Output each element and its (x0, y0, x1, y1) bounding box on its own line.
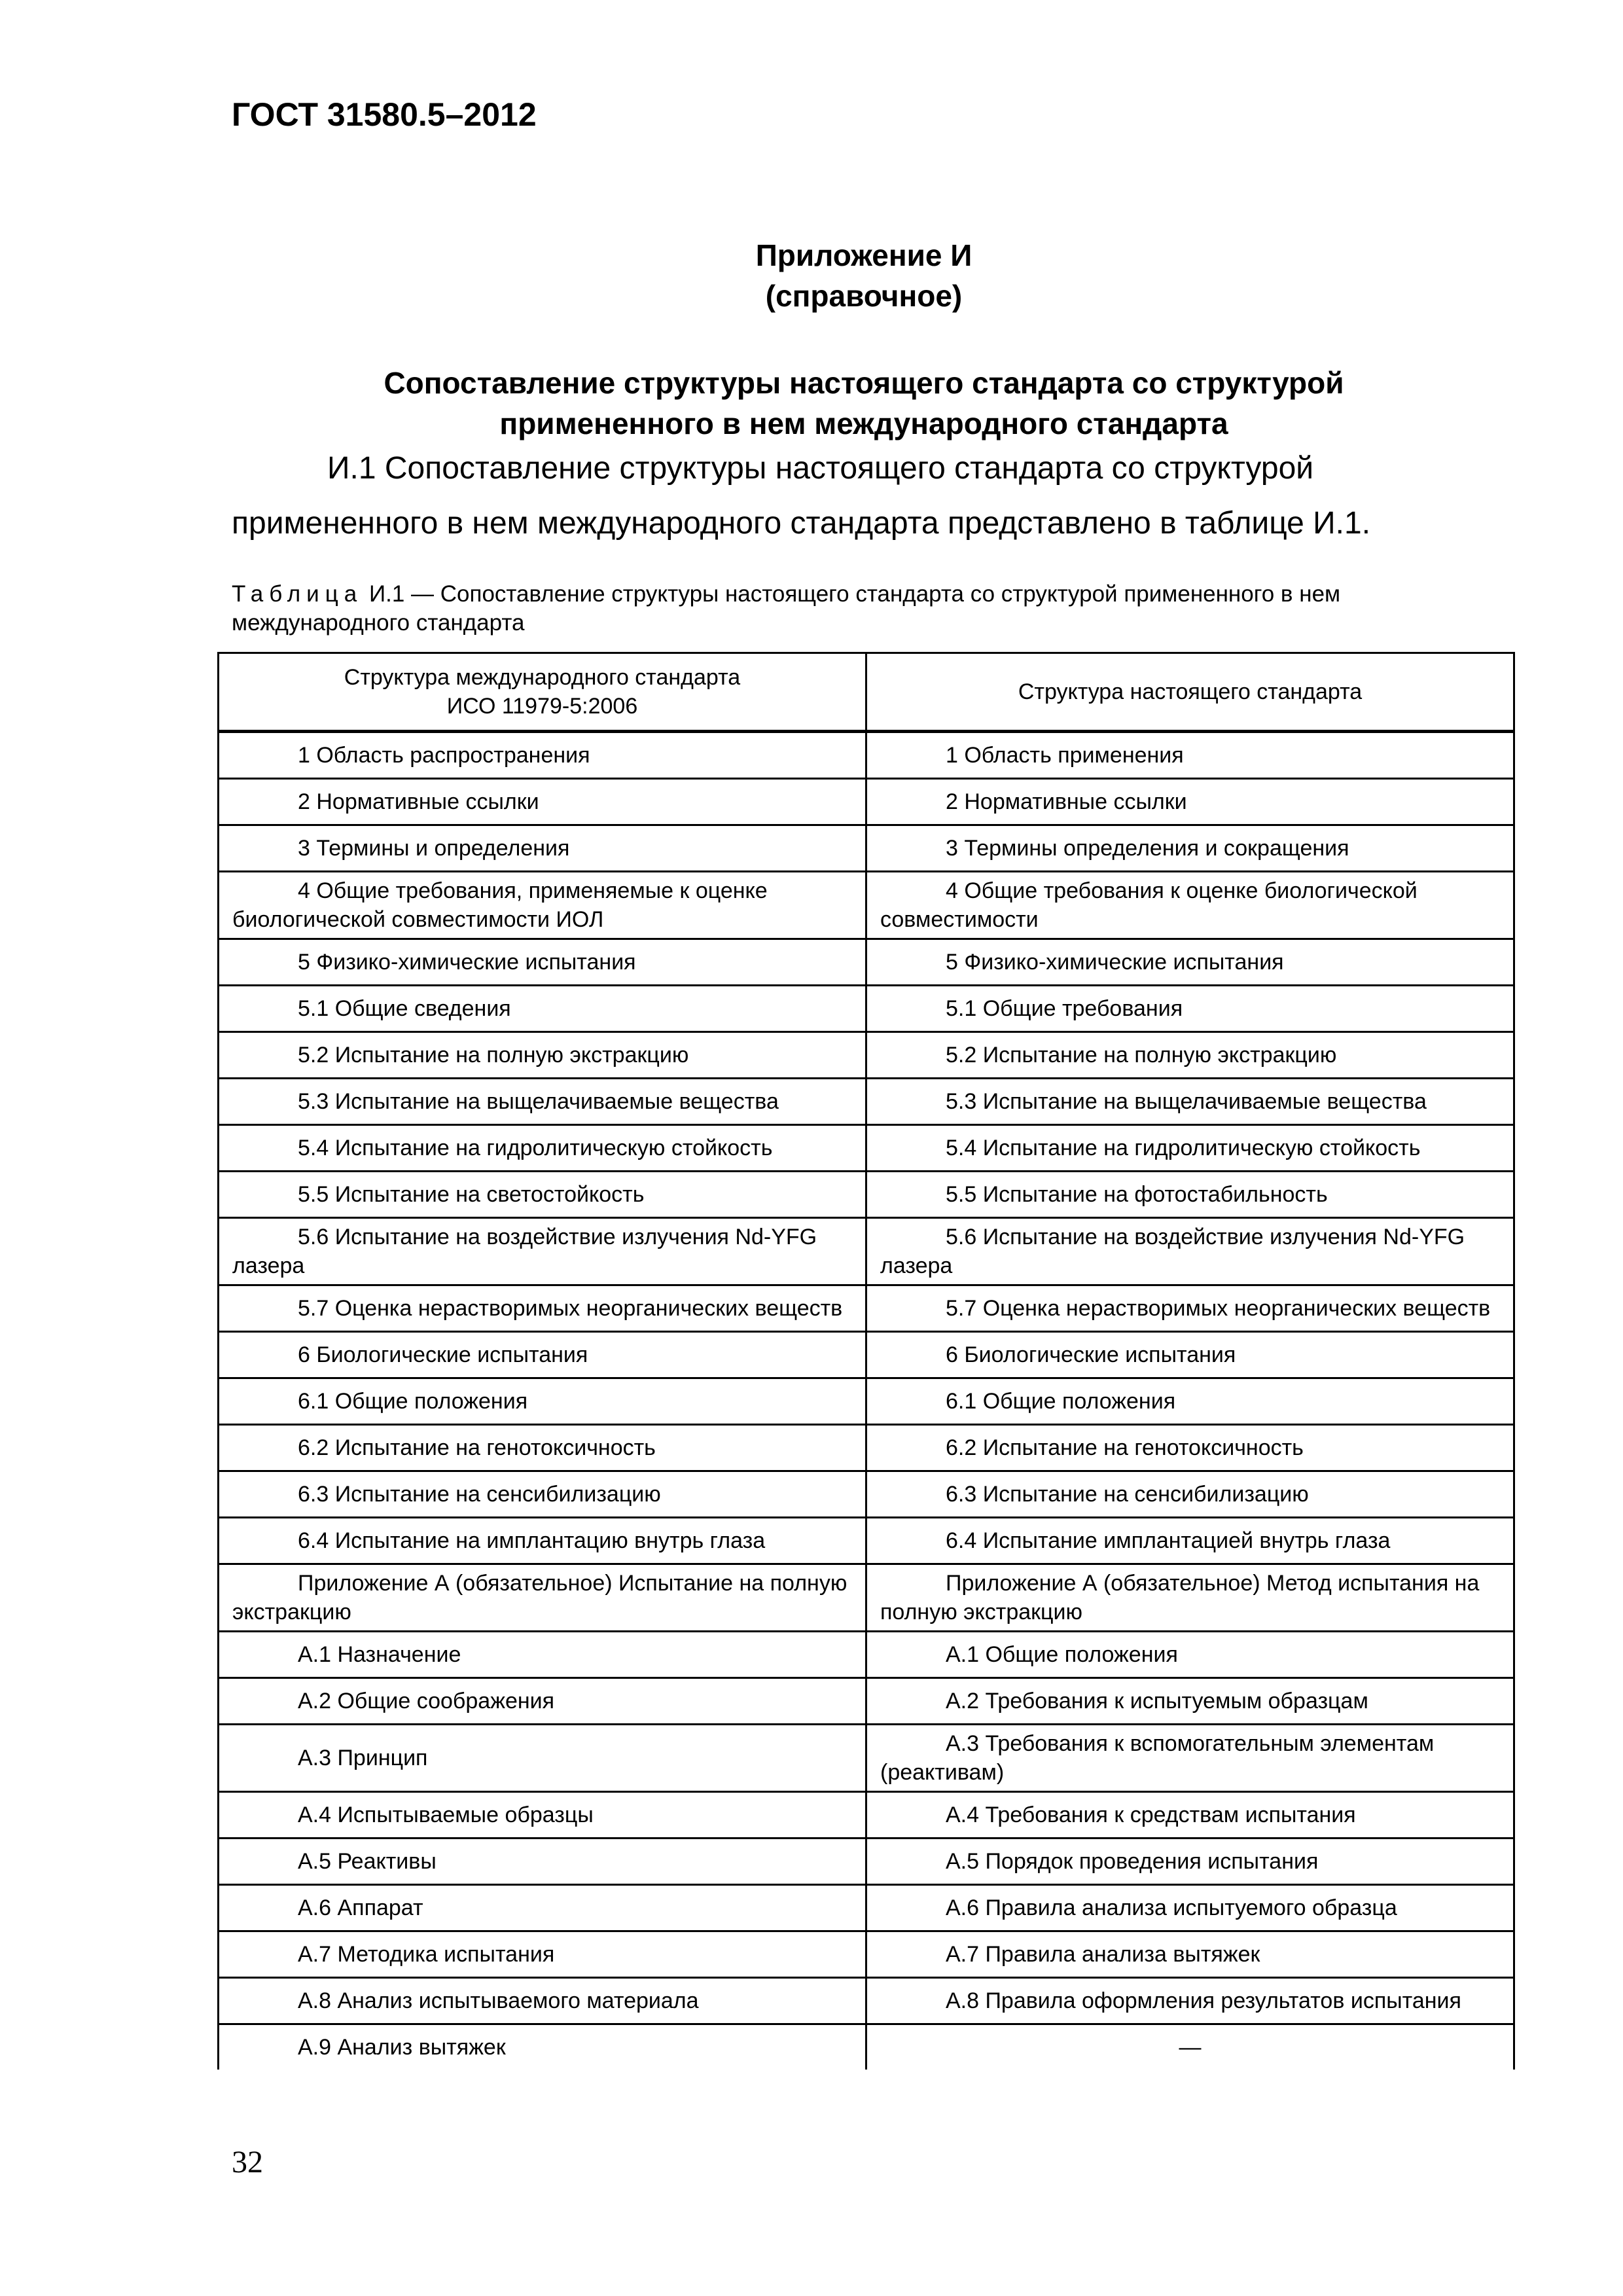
cell-international: 5.2 Испытание на полную экстракцию (219, 1032, 866, 1079)
paragraph-line-1: И.1 Сопоставление структуры настоящего стандарта со структурой (327, 451, 1314, 486)
table-row (219, 732, 1514, 779)
cell-national: 5.7 Оценка нерастворимых неорганических веществ (866, 1285, 1514, 1332)
cell-national: А.1 Общие положения (866, 1632, 1514, 1678)
cell-international: 2 Нормативные ссылки (219, 779, 866, 825)
table-row (219, 1125, 1514, 1172)
table-row (219, 2024, 1514, 2070)
table-row (219, 1471, 1514, 1518)
cell-international: 6.4 Испытание на имплантацию внутрь глаза (219, 1518, 866, 1564)
cell-international: 4 Общие требования, применяемые к оценке биологической совместимости ИОЛ (219, 872, 866, 939)
paragraph-line-2: примененного в нем международного стандарта представлено в таблице И.1. (232, 506, 1371, 541)
cell-international: А.1 Назначение (219, 1632, 866, 1678)
table-row (219, 1172, 1514, 1218)
table-row (219, 1564, 1514, 1632)
cell-national: А.4 Требования к средствам испытания (866, 1792, 1514, 1839)
cell-national: А.2 Требования к испытуемым образцам (866, 1678, 1514, 1725)
cell-national: 5.3 Испытание на выщелачиваемые вещества (866, 1079, 1514, 1125)
table-row (219, 1032, 1514, 1079)
table-caption-label: Таблица (232, 581, 363, 607)
cell-international: А.7 Методика испытания (219, 1931, 866, 1978)
cell-national: А.8 Правила оформления результатов испытания (866, 1978, 1514, 2024)
section-title-line-2: примененного в нем международного стандарта (499, 406, 1228, 440)
table-row (219, 1931, 1514, 1978)
table-caption-text: И.1 — Сопоставление структуры настоящего стандарта со структурой примененного в нем международного стандарта (232, 581, 1341, 636)
table-row (219, 1792, 1514, 1839)
cell-international: 6 Биологические испытания (219, 1332, 866, 1378)
cell-national: 4 Общие требования к оценке биологической совместимости (866, 872, 1514, 939)
cell-international: 5.5 Испытание на светостойкость (219, 1172, 866, 1218)
cell-national: 2 Нормативные ссылки (866, 779, 1514, 825)
cell-international: 6.2 Испытание на генотоксичность (219, 1425, 866, 1471)
table-row (219, 1725, 1514, 1792)
cell-national: 6 Биологические испытания (866, 1332, 1514, 1378)
cell-national: 5.2 Испытание на полную экстракцию (866, 1032, 1514, 1079)
cell-national: А.5 Порядок проведения испытания (866, 1839, 1514, 1885)
table-header-row (219, 653, 1514, 732)
cell-national: А.3 Требования к вспомогательным элементам (реактивам) (866, 1725, 1514, 1792)
page-number: 32 (232, 2145, 263, 2179)
cell-national: — (866, 2024, 1514, 2070)
cell-national: 5.6 Испытание на воздействие излучения Nd-YFG лазера (866, 1218, 1514, 1285)
cell-international: 5.6 Испытание на воздействие излучения Nd-YFG лазера (219, 1218, 866, 1285)
cell-international: 3 Термины и определения (219, 825, 866, 872)
cell-national: 5.1 Общие требования (866, 986, 1514, 1032)
table-row (219, 1678, 1514, 1725)
cell-international: 5.4 Испытание на гидролитическую стойкость (219, 1125, 866, 1172)
cell-international: Приложение А (обязательное) Испытание на полную экстракцию (219, 1564, 866, 1632)
table-row (219, 1378, 1514, 1425)
document-code: ГОСТ 31580.5–2012 (232, 96, 537, 133)
table-row (219, 1425, 1514, 1471)
cell-international: 1 Область распространения (219, 732, 866, 779)
table-row (219, 1332, 1514, 1378)
cell-international: 6.3 Испытание на сенсибилизацию (219, 1471, 866, 1518)
table-row (219, 1079, 1514, 1125)
cell-international: А.8 Анализ испытываемого материала (219, 1978, 866, 2024)
table-row (219, 872, 1514, 939)
table-row (219, 1885, 1514, 1931)
table-row (219, 939, 1514, 986)
table-caption (232, 580, 1514, 637)
cell-international: А.2 Общие соображения (219, 1678, 866, 1725)
cell-international: А.4 Испытываемые образцы (219, 1792, 866, 1839)
cell-international: 5 Физико-химические испытания (219, 939, 866, 986)
cell-national: 6.2 Испытание на генотоксичность (866, 1425, 1514, 1471)
cell-national: 3 Термины определения и сокращения (866, 825, 1514, 872)
table-row (219, 1518, 1514, 1564)
header-col1-line-2: ИСО 11979-5:2006 (446, 694, 638, 719)
cell-national: 5 Физико-химические испытания (866, 939, 1514, 986)
table-body (219, 732, 1514, 2070)
table-row (219, 1978, 1514, 2024)
cell-international: 5.1 Общие сведения (219, 986, 866, 1032)
table-row (219, 1632, 1514, 1678)
section-title-line-1: Сопоставление структуры настоящего стандарта со структурой (383, 366, 1344, 400)
cell-international: А.6 Аппарат (219, 1885, 866, 1931)
cell-national: А.7 Правила анализа вытяжек (866, 1931, 1514, 1978)
cell-international: 6.1 Общие положения (219, 1378, 866, 1425)
cell-national: 6.1 Общие положения (866, 1378, 1514, 1425)
header-national-structure: Структура настоящего стандарта (866, 653, 1514, 732)
table-row (219, 1285, 1514, 1332)
cell-national: 6.4 Испытание имплантацией внутрь глаза (866, 1518, 1514, 1564)
header-col1-line-1: Структура международного стандарта (344, 665, 741, 690)
cell-national: Приложение А (обязательное) Метод испытания на полную экстракцию (866, 1564, 1514, 1632)
appendix-title: Приложение И (755, 238, 972, 272)
section-title (281, 363, 1446, 444)
cell-international: А.3 Принцип (219, 1725, 866, 1792)
cell-international: А.5 Реактивы (219, 1839, 866, 1885)
cell-international: 5.7 Оценка нерастворимых неорганических веществ (219, 1285, 866, 1332)
header-international-structure (219, 653, 866, 732)
cell-national: 5.5 Испытание на фотостабильность (866, 1172, 1514, 1218)
table-row (219, 1839, 1514, 1885)
cell-national: А.6 Правила анализа испытуемого образца (866, 1885, 1514, 1931)
comparison-table (217, 652, 1515, 2070)
cell-national: 1 Область применения (866, 732, 1514, 779)
cell-international: 5.3 Испытание на выщелачиваемые вещества (219, 1079, 866, 1125)
table-row (219, 825, 1514, 872)
table-row (219, 986, 1514, 1032)
cell-national: 5.4 Испытание на гидролитическую стойкость (866, 1125, 1514, 1172)
table-row (219, 779, 1514, 825)
cell-national: 6.3 Испытание на сенсибилизацию (866, 1471, 1514, 1518)
table-row (219, 1218, 1514, 1285)
cell-international: А.9 Анализ вытяжек (219, 2024, 866, 2070)
appendix-kind: (справочное) (765, 279, 963, 313)
